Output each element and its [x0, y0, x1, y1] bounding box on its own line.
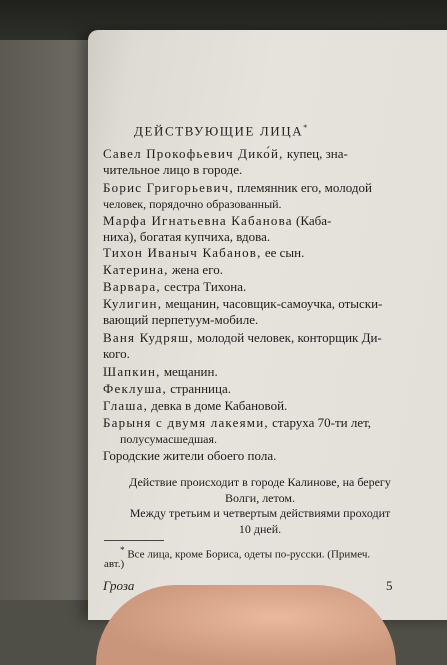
character-description: человек, порядочно образованный. — [103, 197, 282, 211]
character-line — [103, 162, 242, 178]
character-name: Феклуша, — [103, 381, 167, 396]
character-line — [103, 364, 218, 380]
character-description: девка в доме Кабановой. — [148, 398, 288, 413]
character-line — [103, 180, 372, 196]
character-line — [103, 346, 130, 362]
character-description: странница. — [166, 381, 231, 396]
character-name: Савел Прокофьевич Дико́й, — [103, 146, 284, 161]
character-description: сестра Тихона. — [160, 279, 247, 294]
character-description: кого. — [103, 346, 130, 361]
character-description: старуха 70-ти лет, — [268, 415, 372, 430]
character-name: Глаша, — [103, 398, 149, 413]
character-line — [103, 296, 382, 312]
footnote-line-2: авт.) — [104, 558, 125, 570]
character-name: Борис Григорьевич, — [103, 180, 234, 195]
character-name: Марфа Игнатьевна Кабанова — [103, 213, 293, 228]
character-line — [103, 146, 348, 162]
character-name: Тихон Иваныч Кабанов, — [103, 245, 262, 260]
setting-line: 10 дней. — [238, 522, 282, 536]
setting-line: Волги, летом. — [225, 491, 295, 505]
character-line — [103, 330, 382, 346]
character-line — [103, 229, 270, 245]
character-line — [103, 381, 231, 397]
character-description: (Каба- — [292, 213, 332, 228]
character-name: Ваня Кудряш, — [103, 330, 194, 345]
character-description: племянник его, молодой — [233, 180, 372, 195]
page-number: 5 — [386, 578, 393, 593]
character-line — [103, 245, 304, 261]
setting-line: Между третьим и четвертым действиями проходит — [129, 506, 391, 520]
page-heading — [134, 123, 307, 139]
character-line — [103, 196, 282, 212]
heading-footnote-mark: * — [303, 123, 308, 132]
character-name: Катерина, — [103, 262, 169, 277]
character-description: полусумасшедшая. — [120, 432, 218, 446]
character-line — [103, 312, 258, 328]
character-description: жена его. — [168, 262, 223, 277]
footnote-mark: * — [120, 545, 125, 555]
character-description: чительное лицо в городе. — [103, 162, 243, 177]
character-name: Шапкин, — [103, 364, 161, 379]
character-line — [103, 262, 223, 278]
footnote-rule — [104, 540, 164, 541]
setting-line: Действие происходит в городе Калинове, на берегу — [129, 475, 391, 489]
character-description: Городские жители обоего пола. — [103, 448, 277, 463]
character-line — [103, 213, 331, 229]
footnote-line-1: Все лица, кроме Бориса, одеты по-русски. (Примеч. — [124, 548, 371, 561]
finger — [96, 585, 396, 665]
footnote-continued — [104, 557, 124, 572]
character-line — [120, 431, 217, 447]
character-line — [103, 398, 287, 414]
character-description: молодой человек, конторщик Ди- — [193, 330, 382, 345]
character-line — [103, 448, 276, 464]
character-name: Барыня с двумя лакеями, — [103, 415, 269, 430]
character-description: купец, зна- — [283, 146, 348, 161]
character-description: ниха), богатая купчиха, вдова. — [103, 229, 271, 244]
character-line — [103, 279, 246, 295]
heading-text: ДЕЙСТВУЮЩИЕ ЛИЦА — [134, 123, 304, 139]
character-description: мещанин, часовщик-самоучка, отыски- — [162, 296, 383, 311]
character-name: Варвара, — [103, 279, 161, 294]
character-description: ее сын. — [261, 245, 305, 260]
footnote — [120, 543, 370, 563]
character-line — [103, 415, 371, 431]
character-description: вающий перпетуум-мобиле. — [103, 312, 259, 327]
character-name: Кулигин, — [103, 296, 163, 311]
character-description: мещанин. — [160, 364, 218, 379]
book-title-footer: Гроза — [103, 578, 135, 593]
